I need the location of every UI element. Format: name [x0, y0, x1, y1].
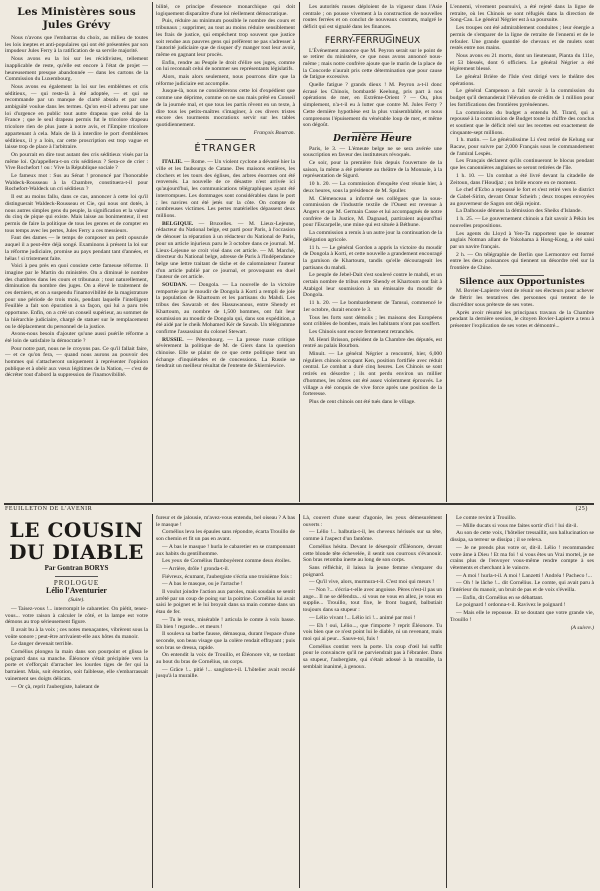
article-paragraph: Le général Brière de l'Isle s'est dirigé vers le théâtre des opérations.	[450, 74, 594, 87]
article-paragraph: On pourrait en dire tout autant des cris séditieux visés par la même loi. Qu'appellera-t-on cris séditieux ? Sera-ce de crier : Vive Rochefort ! ou : Vive la République sociale ?	[5, 151, 148, 172]
novel-paragraph: Le poignard ! ordonna-t-il. Ravivez le poignard !	[456, 602, 566, 609]
article-paragraph: 1 h. 25. — Le gouvernement chinois a fait savoir à Pékin les nouvelles propositions.	[450, 216, 594, 229]
article-paragraph: Nous avons eu la loi sur les récidivistes, tellement inapplicable de reste, qu'elle est encore à l'état de projet — heureusement presque abandonnée — dans les cartons de la Commission du Luxembourg.	[5, 56, 148, 83]
feuilleton-number: (25)	[575, 506, 588, 512]
article-paragraph: Il est au moins fallu, dans ce cas, annoncer à cette loi qu'il distinguerait Waldeck-Rousseau et Cie, qui nous ont dotés, à nous autres simples gens du peuple, la signification et la valeur du cinq de pique qui existe. Mais laisse au bonimenteur, il est permis de faire la politique de tous les genres et de compter en tous temps avec les pertes, Jules Ferry a ces messieurs.	[5, 194, 148, 234]
article-heading-silence: Silence aux Opportunistes	[459, 276, 585, 287]
late-news-item: Plus de cent chinois ont été tués dans le village.	[309, 398, 416, 405]
feuilleton-column-4	[450, 515, 594, 888]
article-paragraph: L'Événement annonce que M. Peyron serait sur le point de se retirer du ministère, ce que nous avons annoncé nous-même ; mais notre confrère ajoute que le marin de la place de la Concorde n'aurait pris cette détermination que pour cause de fatigue excessive.	[303, 47, 442, 81]
late-news-item: Le peuple de Jebel-Dait s'est soulevé contre le mahdi, et un certain nombre de tribus entre Shendy et Khartoum ont fait à Atabigol leur soumission à un émissaire du moudir de Dongola.	[303, 272, 442, 299]
late-news-item: M. Clémenceau a informé ses collègues que la sous-commission de l'industrie textile de l'Ouest est revenue à Angers et que M. Germain Casse et lui accompagnés de notre confrère de la Justice, M. Dagnaud, partiraient aujourd'hui pour l'Escarpelle, une mine qui est située à Béthune.	[303, 195, 442, 229]
article-heading-ferry: FERRY-FERRUGINEUX	[324, 35, 421, 46]
article-paragraph: Les troupes ont été admirablement conduites ; leur énergie a permis de s'emparer de la ligne de retraite de l'ennemi et de le refouler. Une grande quantité de chevaux et de mulets sont restés entre nos mains.	[450, 25, 594, 52]
novel-paragraph: — Enfin, dit Cornélius en se débattant.	[456, 594, 544, 601]
novel-paragraph: — A bas le masque ! hurla le cabaretier en se cramponnant aux habits du gentilhomme.	[156, 543, 295, 557]
article-paragraph: Quelle fatigue ? grands dieux ! M. Peyron a-t-il donc écrasé les Chinois, bombardé Keelung, pris part à nos opérations de mer, en Extrême-Orient ? — Ou, plus simplement, n'a-t-il eu à lutter que contre M. Jules Ferry ? Cette dernière hypothèse est la plus vraisemblable, et nous comprenons l'épuisement du vénérable loup de mer, et même son dégoût.	[303, 82, 442, 129]
novel-chapter-title: Lélio l'Aventurier	[46, 586, 107, 596]
late-news-item: Tous les forts sont démolis ; les maisons des Européens sont criblées de bombes, mais les habitants n'ont pas souffert.	[303, 314, 442, 328]
section-heading-etranger: ÉTRANGER	[194, 143, 257, 155]
news-item	[156, 282, 295, 336]
late-news-item: M. Henri Brisson, président de la Chambre des députés, est rentré au palais Bourbon.	[303, 336, 442, 350]
late-news-item: Minuit. — Le général Négrier a rencontré, hier, 6,000 réguliers chinois occupant Ken, position fortifiée avec réduit central. Le combat a duré cinq heures. Les Chinois se sont retirés en désordre ; ils ont perdu environ un millier d'hommes, les nôtres ont été assez violemment éprouvés. Le village a été conquis de vive force après une position de la forteresse.	[303, 351, 442, 398]
novel-suite-label: (Suite).	[68, 597, 85, 604]
news-item	[156, 159, 295, 219]
article-paragraph: Les Français déclarent qu'ils continueront le blocus pendant que les canonnières anglaises se seront retirées de l'île.	[450, 158, 594, 172]
novel-paragraph: — A bas le masque, ou je l'arrache !	[162, 581, 243, 588]
late-news-item: 10 h. 20. — La commission d'enquête s'est réunie hier, à deux heures, sous la présidence de M. Spuller.	[303, 181, 442, 194]
column-rule	[299, 2, 300, 502]
article-paragraph: Le général Campenon a fait savoir à la commission du budget qu'il demanderait l'élévation de crédits de 1 million pour les fortifications des frontières pyrénéennes.	[450, 88, 594, 108]
novel-prologue-label: PROLOGUE	[53, 578, 100, 587]
novel-paragraph: — Eh ! oui, Lélio..., que t'importe ? reprit Éléonore. Tu vois bien que ce n'est point lui le diable, ni un revenant, mais moi qui ai peur... Sauve-toi, fuis !	[303, 622, 442, 642]
novel-paragraph: Cornélius contint vers la porte. Un coup d'œil lui suffit pour le convaincre qu'il ne parviendrait pas à l'ébranler. Dans sa stupeur, l'aubergiste, qui s'était adossé à la muraille, la semblait inanimé, à genoux.	[303, 643, 442, 670]
late-news-item: La commission a remis à un autre jour la continuation de la délégation agricole.	[303, 230, 442, 243]
novel-paragraph: — A moi ! hurla-t-il. A moi ! Lanzetti ! Andréa ! Pacheco !...	[456, 572, 592, 579]
news-place: BELGIQUE.	[162, 220, 194, 227]
article-paragraph: Pour notre part, nous ne le croyons pas. Ce qu'il fallait faire, — et ce qu'on fera, — quand nous aurons au pouvoir des hommes qui s'attacheront uniquement à représenter l'opinion publique et à obéir aux vœux légitimes de la Nation, — c'est de décréter tout d'abord la suppression de l'inamovibilité.	[5, 345, 148, 379]
novel-paragraph: — Je ne prends plus votre or, dit-il. Lélio ! recommandez votre âme à Dieu ! Et ma foi ! si vous êtes un Vrai mortel, je ne crains plus de l'envoyer vous-même rendre compte à ses vêtements et cherchant à le vaincre.	[450, 544, 594, 571]
column-rule	[446, 514, 447, 888]
article-paragraph: L'ennemi, vivement poursuivi, a été rejeté dans la ligne de retraite, où les Chinois se sont réfugiés dans la direction de Song-Cau. Le général Négrier est à sa poursuite.	[450, 4, 594, 24]
news-place: RUSSIE.	[162, 336, 184, 343]
article-paragraph: Enfin, rendre au Peuple le droit d'élire ses juges, comme on lui reconnaît celui de nommer ses représentants législatifs.	[156, 59, 295, 73]
article-paragraph: Jusque-là, nous ne considérerons cette loi d'expédient que comme une déprime, comme on ne sau mais prêté en Conseil de la journée mal, et que tous les partis rêvent en un texte, à dire tous les petits-maîtres s'imaginer, à ces divers tristes encore des tourments mocrationx servir sur les tables quotidiennement.	[156, 88, 295, 128]
novel-paragraph: Cornélius plongea la main dans son pourpoint et glissa le poignard dans sa manche. Éléonore s'était précipitée vers la porte et s'efforçait d'arracher les lourdes tiges de fer qui la barraient. Mais, soit émotion, soit faiblesse, elle s'embarrassait vainement ses doigts délicats.	[5, 649, 148, 682]
article-paragraph: Après avoir résumé les principaux travaux de la Chambre pendant la dernière session, le citoyen Bovier-Lapierre a tenu à présenter l'explication de ses votes et démontré...	[450, 309, 594, 329]
novel-paragraph: — Or çà, reprit l'aubergiste, haletant de	[11, 683, 100, 690]
feuilleton-column-2	[156, 515, 295, 888]
novel-paragraph: — Mais elle le repousse. Et se doutant que votre grande vie, Trouillo !	[450, 610, 594, 623]
novel-paragraph: — Mille ducats si vous me faites sortir d'ici ! lui dit-il.	[456, 522, 578, 529]
novel-paragraph: — Grâce !... pitié !... sanglota-t-il. L'hôtelier avait reculé jusqu'à la muraille.	[156, 666, 295, 680]
column-1	[5, 4, 148, 502]
column-2	[156, 4, 295, 502]
feuilleton-header	[5, 506, 588, 514]
novel-paragraph: — Arrière, drôle ! gronda-t-il.	[162, 565, 230, 572]
article-paragraph: Faut des dames — le temps de composer un petit opuscule auquel il a peut-être déjà songé. Examinons à présent la loi sur la réforme judiciaire, promise au pays pendant tant d'années, et hélas ! si tristement faite.	[5, 235, 148, 262]
news-item	[156, 221, 295, 281]
article-paragraph: Les agents du Lloyd à Yen-Ta rapportent que le steamer anglais Notman allant de Yokohama à Hong-Kong, a été saisi par un navire français.	[450, 230, 594, 250]
novel-paragraph: fureur et de jalousie, m'avez-vous entendu, bel oiseau ? A bas le masque !	[156, 515, 295, 528]
novel-paragraph: — Lélio !... balbutia-t-il, les cheveux hérissés sur sa tête, comme à l'aspect d'un fantôme.	[303, 529, 442, 543]
novel-paragraph: On entendit la voix de Trouillo, et Éléonore vit, se tordant au bout du bras de Cornélius, un corps.	[156, 652, 295, 666]
column-4	[450, 4, 594, 502]
news-text: — Dongola. — La nouvelle de la victoire remportée par le moudir de Dongola à Korti a rempli de joie la population de Khartoum et les partisans du Mahdi. Les tribus des Sawarab et des Hassawanous, entre Shendy et Khartoum, au nombre de 1,500 hommes, ont fait leur soumission au moudir de Dongola qui, dans son expédition, a été aidé par le cheik Mohamed Kér de Sawab. Un télégramme confirme l'assassinat du colonel Stewart.	[156, 282, 295, 335]
article-paragraph: Nous avons eu également la loi sur les emblèmes et cris séditieux, — qui reste-là à été adoptée, — et qui se recommande par un manque de clarté absolu et par une ambiguïté voulue dans les termes. Qu'on est-il advenu par une loi d'urgence en public tout autre drapeau que celui de la France ; que le seul drapeau permis fut le tricolore drapeau tricolore rien de plus juste à notre avis, et l'Empire tricolore appartenant à cela. Mais de là à interdire le port d'emblèmes séditieux, il y a loin, car cette proscription est trop vague et laisse trop de place à l'arbitraire.	[5, 83, 148, 151]
section-divider	[352, 34, 394, 35]
article-paragraph: Puis, réduire au minimum possible le nombre des cours et tribunaux ; supprimer, au tout au moins réduire sensiblement les frais de justice, qui empêchent trop souvent que justice soit rendue aux pauvres gens qui préfèrent ne pas s'adresser à l'autorité judiciaire que de risquer d'y manger tout leur avoir, même en gagnant leur procès.	[156, 18, 295, 58]
article-signature: François Boutran.	[253, 129, 295, 136]
column-rule	[299, 514, 300, 888]
news-item	[156, 337, 295, 371]
section-divider	[500, 275, 543, 276]
article-heading-ministeres: Les Ministères sous Jules Grévy	[17, 6, 136, 31]
article-paragraph: La Dalhousie démens la démission des Sheiks d'Islande.	[456, 208, 582, 215]
novel-paragraph: Au son de cette voix, l'hôtelier tressaillit, son hallucination se dissipa, sa terreur se dissipa ; il se releva.	[450, 530, 594, 544]
news-place: SOUDAN.	[162, 282, 188, 289]
section-divider	[352, 132, 394, 133]
article-paragraph: Alors, mais alors seulement, nous pourrons dire que la réforme judiciaire est accomplie.	[156, 74, 295, 87]
novel-paragraph: — Oh ! le lâche !... dit Cornélius. Le comte, qui avait paru à l'intérieur du manoir, un bruit de pas et de voix s'éveilla.	[450, 580, 594, 594]
feuilleton-label: FEUILLETON DE L'AVENIR	[5, 506, 93, 512]
novel-paragraph: Il souleva sa barbe fausse, démasqua, durant l'espace d'une seconde, son beau visage que la colère rendait effrayant ; puis son bras se dressa, rapide.	[156, 631, 295, 651]
feuilleton-column-3	[303, 515, 442, 888]
article-paragraph: Avons-nous besoin d'ajouter qu'une aussi puérile réforme a été loin de satisfaire la démocratie ?	[5, 331, 148, 344]
late-news-item: 11 h. 20. — Le bombardement de Tamsui, commencé le 1er octobre, durait encore le 3.	[303, 300, 442, 313]
column-rule	[446, 2, 447, 502]
article-paragraph: Voici à peu près en quoi consiste cette fameuse réforme. Il imagine par le Martin du ministère. On a diminué le nombre des chambres dans les cours et tribunaux ; tout naturellement, diminution du nombre des juges. On a élevé le traitement de ces derniers, et on a suspendu l'inamovibilité de la magistrature pour une période de trois mois, pendant laquelle l'intelligent Feuillée a fait son épuration à sa façon, qui lui a paru très opportune. Enfin, on a créé un conseil supérieur, au sommet de la hiérarchie judiciaire, chargé de statuer sur le remplacement ou le déplacement du personnel de la justice.	[5, 263, 148, 330]
novel-paragraph: Il avait bu à la voix ; ces notes menaçantes, vibrèrent sous la voûte sonore ; peut-être arrivaient-elle aux hôtes du manoir.	[5, 626, 148, 640]
news-place: ITALIE.	[162, 159, 183, 166]
novel-paragraph: Cornélius hésita. Devant le désespoir d'Éléonore, devant cette blonde tête échevelée, il sentit son courroux s'évanouir. Son bras retomba inerte au long de son corps.	[303, 543, 442, 564]
article-paragraph: Nous avons eu 21 morts, dont un lieutenant, Pianta du 111e, et 53 blessés, dont 6 officiers. Le général Négrier a été légèrement blessé.	[450, 52, 594, 73]
news-text: — Bruxelles. — M. Lieux-Lejeune, rédacteur du National belge, est parti pour Paris, à l'occasion de dénouer la réparation à un rédacteur du National de Paris, pour un article injurieux paru le 3 octobre dans ce journal. M. Lieux-Lejeune se croit visé dans cet article. — M. Marché, directeur du National belge, adresse de Paris à l'Indépendance belge une lettre traitant de tâche et de calomniateur l'auteur d'un article publié par ce journal, et provoquant en duel l'auteur de cet article.	[156, 220, 295, 281]
section-heading-derniere-heure: Dernière Heure	[333, 133, 412, 144]
novel-paragraph: Le danger devenait terrible.	[11, 641, 73, 648]
novel-byline: Par Gontran BORYS	[44, 564, 109, 572]
novel-paragraph: Les yeux de Cornélius flamboyèrent comme deux étoiles.	[162, 558, 291, 565]
novel-paragraph: — Taisez-vous !... interrompit le cabaretier. On piétit, tenez-vous... votre raison à calculer le côté, et la lampe est votre démons au trop sérieusement figure.	[5, 605, 148, 626]
novel-paragraph: Le comte revint à Trouillo.	[456, 515, 517, 521]
late-news-item: Ce soir, pour la première fois depuis l'ouverture de la saison, la même a été présente au théâtre de la Monnaie, à la représentation de Sigurd.	[303, 160, 442, 180]
article-paragraph: bilité, ce principe d'essence monarchique qui doit logiquement disparaître d'une loi réellement démocratique.	[156, 4, 295, 17]
feuilleton-column-1	[5, 515, 148, 888]
late-news-item: Paris, le 3. — L'émeute belge ne se sera avérée une souscription en faveur des instituteurs révoqués.	[303, 145, 442, 159]
article-paragraph: Le fameux mot : Sus au Sénat ! prononcé par l'honorable Waldeck-Rousseau à la Chambre, constituera-t-il pour Rochefort-Waldeck un cri séditieux ?	[5, 173, 148, 193]
column-3	[303, 4, 442, 502]
novel-title: LE COUSIN DU DIABLE	[9, 518, 144, 564]
novel-paragraph: Là, couvert d'une sueur d'agonie, les yeux démesurément ouverts :	[303, 515, 442, 528]
feuilleton-separator	[4, 503, 594, 505]
article-paragraph: Le chef d'Ecbo a repoussé le fort et s'est retiré vers le district de Gabel-Sirim, devant Omar Scheirh ; deux troupes envoyées au gouverneur de Sagon ont déjà rejoint.	[450, 187, 594, 207]
novel-paragraph: Fiévreux, écumant, l'aubergiste s'écria une troisième fois :	[162, 573, 292, 580]
article-paragraph: Nous n'avons que l'embarras du choix, au milieu de toutes les lois ineptes et anti-populaires qui ont été présentées par son impudeur Jules Ferry à la ratification de sa servile majorité.	[5, 35, 148, 55]
novel-paragraph: Sans réfléchir, il laissa la jeune femme s'emparer du poignard.	[303, 564, 442, 578]
novel-paragraph: — Lélio vivant !... Lélio ici !... animé par moi !	[309, 614, 416, 621]
section-divider	[55, 576, 98, 577]
column-rule	[152, 514, 153, 888]
article-paragraph: 2 h. — On télégraphie de Berlin que Lermontov est formé entre les deux puissances qui tiennent un désordre réel sur la frontière de Chine.	[450, 251, 594, 272]
novel-paragraph: — Qu'il vive, alors, murmura-t-il. C'est moi qui meurs !	[309, 579, 435, 586]
article-paragraph: M. Bovier-Lapierre vient de réunir ses électeurs pour achever de flétrir les tentatives des personnes qui tentent de le discréditer sous prétexte de ses votes.	[450, 288, 594, 308]
column-rule	[152, 2, 153, 502]
article-paragraph: La commission du budget a entendu M. Tirard, qui a repoussé à la commission de Budget toute la chiffre des conclus et soutient que le déficit réel sur les recettes est exactement de cinquante-sept millions.	[450, 109, 594, 136]
novel-paragraph: Cornélius leva les épaules sans répondre, écarta Trouillo de son chemin et fit un pas en avant.	[156, 529, 295, 543]
news-text: — Rome. — Un violent cyclone a dévasté hier la ville et les faubourgs de Catane. Des maisons entières, les clochers et les tours des églises, des arbres énormes ont été renversés. La nouvelle de ce désastre n'est arrivée ici qu'aujourd'hui, les communications télégraphiques ayant été interrompues. Les dommages sont considérables dans le port ; les navires ont été jetés sur la côte. On compte de nombreuses victimes. Les pertes matérielles dépassent deux millions.	[156, 159, 295, 219]
section-divider	[205, 139, 247, 140]
news-text: — Pétersbourg. — La presse russe critique sévèrement la politique de M. de Giers dans la question chinoise. Elle se plaint de ce que cette politique tient un échange d'inquiétudes et de concessions. La Russie se tiendrait un meilleur résultat de l'entente de Skierniewice.	[156, 336, 295, 370]
late-news-item: 11 h. — Le général Gordon a appris la victoire du moudir de Dongola à Korti, et cette nouvelle a grandement encouragé la garnison de Khartoum, tandis qu'elle décourageait les partisans du mahdi.	[303, 244, 442, 271]
article-paragraph: Les autorités russes déploient de la vigueur dans l'Asie centrale ; on pousse vivement à la construction de nouvelles routes ferrées et on conclut de nouveaux contrats, malgré le déficit qui est signalé dans les finances.	[303, 4, 442, 31]
late-news-item: Les Chinois sont encore fermement retranchés.	[309, 328, 415, 335]
novel-paragraph: — Tu le veux, misérable ! articula le comte à voix basse. Eh bien ! regarde... et meurs !	[156, 616, 295, 630]
to-be-continued: (A suivre.)	[570, 624, 594, 631]
novel-paragraph: Il voulut joindre l'action aux paroles, mais soudain se sentit arrêté par un coup de poing sur la poitrine. Cornélius lui avait saisi le poignet et le lui broyait dans sa main comme dans un étau de fer.	[156, 589, 295, 616]
article-paragraph: 1 h. 10. — Un combat a été livré devant la citadelle de Zeitoun, dans l'Houdjaz ; on brûle encore en ce moment.	[450, 172, 594, 186]
novel-paragraph: — Non ?... s'écria-t-elle avec angoisse. Pères n'est-il pas un ange... Il ne se défendra... si vous ne vous en allez, je vous en supplie... Trouillo, tout fixe, le front bagard, balbutiait toujours dans sa stupeur :	[303, 587, 442, 614]
article-paragraph: 1 h. matin. — Le généralissime Li s'est retiré de Kelung sur Racaw, pour suivre par 2,000 Français sous le commandement de l'amiral Lespès.	[450, 137, 594, 157]
